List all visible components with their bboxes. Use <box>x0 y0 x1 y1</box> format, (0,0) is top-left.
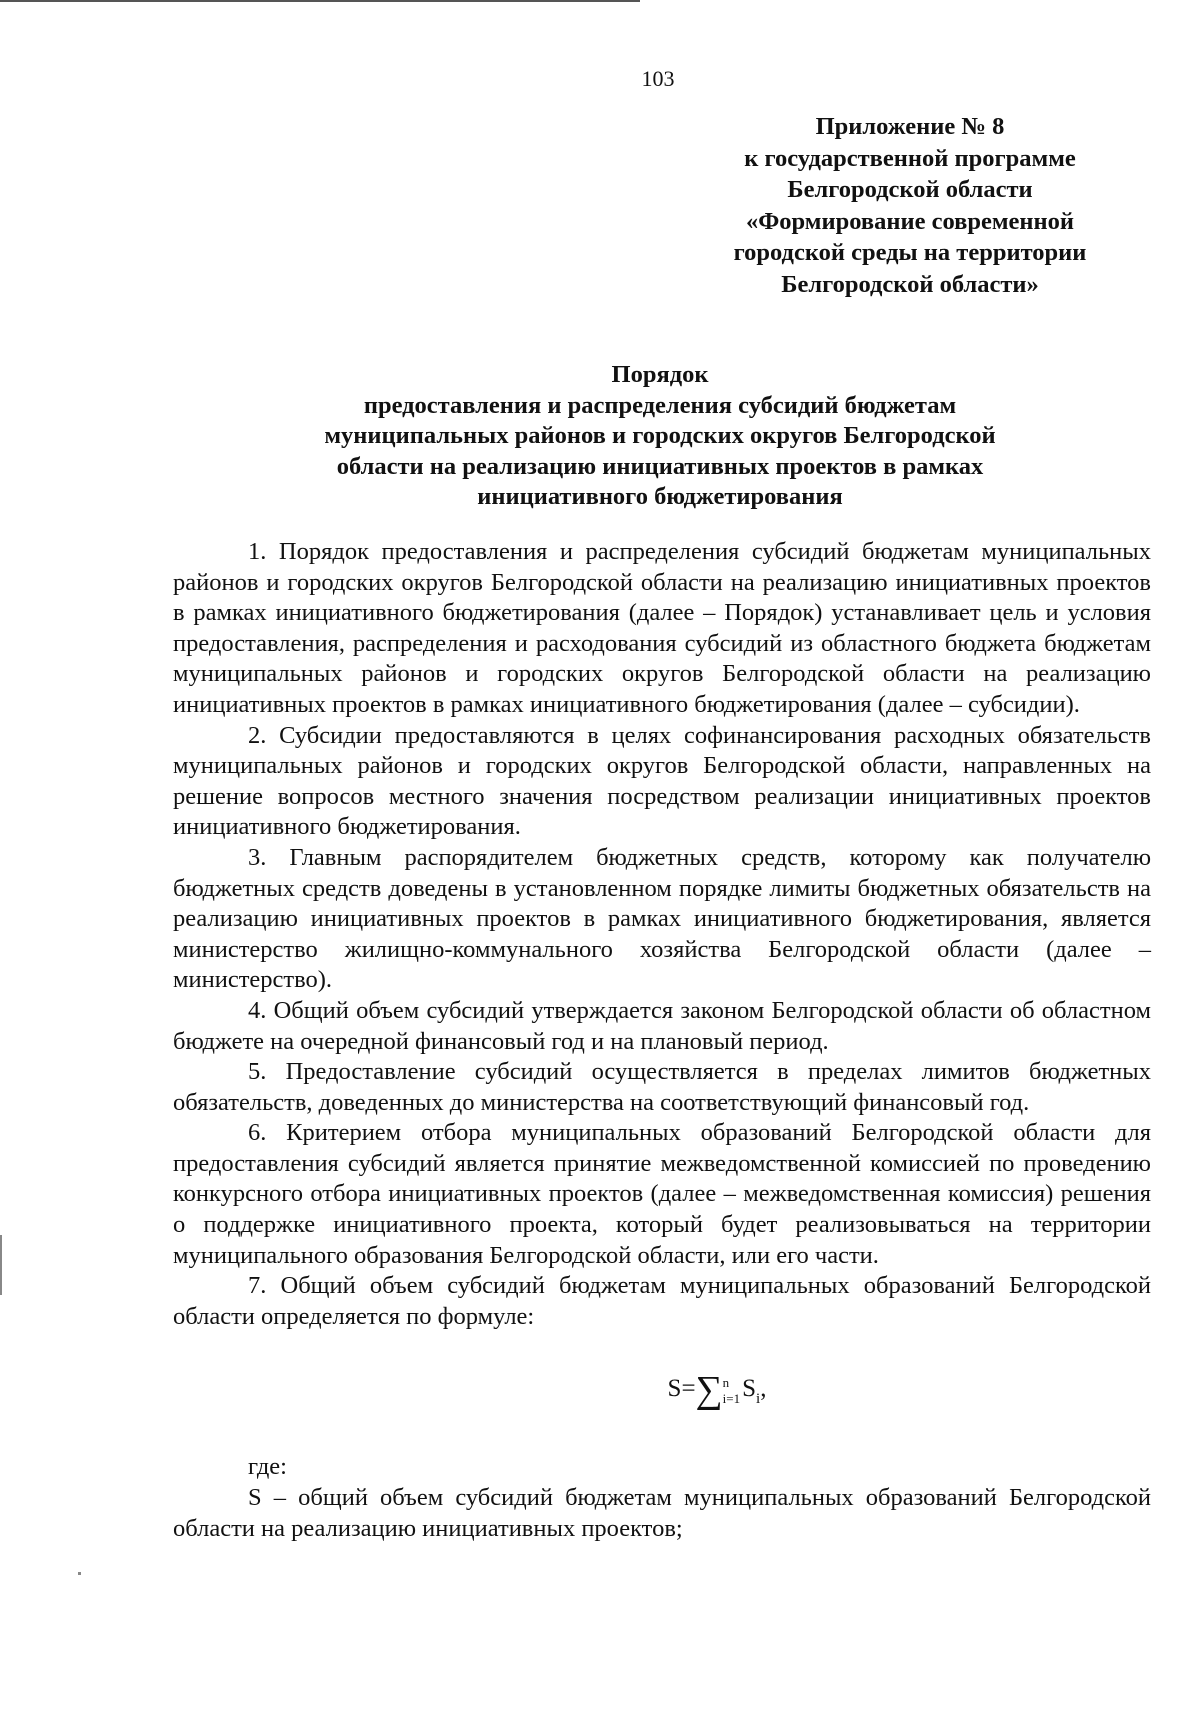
title-line: предоставления и распределения субсидий бюджетам <box>363 391 957 419</box>
document-title <box>175 360 1145 513</box>
formula-lhs: S= <box>667 1375 696 1403</box>
appendix-line: Приложение № 8 <box>815 113 1005 140</box>
appendix-line: городской среды на территории <box>733 239 1087 266</box>
appendix-line: к государственной программе <box>744 144 1076 172</box>
definition-s: S – общий объем субсидий бюджетам муниципальных образований Белгородской области на реализацию инициативных проектов; <box>173 1484 1151 1542</box>
title-line: Порядок <box>611 361 709 388</box>
paragraph-1: 1. Порядок предоставления и распределения субсидий бюджетам муниципальных районов и городских округов Белгородской области на реализацию инициативных проектов в рамках инициативного бюджетирования (далее – Порядок) устанавливает цель и условия предоставления, распределения и расходования субсидий из областного бюджета бюджетам муниципальных районов и городских округов Белгородской области на реализацию инициативных проектов в рамках инициативного бюджетирования (далее – субсидии). <box>173 538 1151 718</box>
sum-lower-limit: i=1 <box>722 1390 741 1406</box>
paragraph-2: 2. Субсидии предоставляются в целях софинансирования расходных обязательств муниципальных районов и городских округов Белгородской области, направленных на решение вопросов местного значения посредством реализации инициативных проектов инициативного бюджетирования. <box>173 721 1151 841</box>
document-body <box>173 537 1151 1544</box>
formula-term: S <box>742 1375 757 1403</box>
page-number: 103 <box>641 66 675 91</box>
paragraph-5: 5. Предоставление субсидий осуществляется в пределах лимитов бюджетных обязательств, доведенных до министерства на соответствующий финансовый год. <box>173 1058 1151 1116</box>
paragraph-7: 7. Общий объем субсидий бюджетам муниципальных образований Белгородской области определяется по формуле: <box>173 1272 1151 1330</box>
sum-formula <box>173 1369 1151 1414</box>
paragraph-4: 4. Общий объем субсидий утверждается законом Белгородской области об областном бюджете на очередной финансовый год и на плановый период. <box>173 996 1151 1055</box>
sum-upper-limit: n <box>722 1374 730 1390</box>
appendix-line: «Формирование современной <box>746 207 1074 235</box>
where-label: где: <box>248 1453 287 1481</box>
appendix-header <box>715 111 1105 300</box>
scan-edge-mark <box>0 1235 2 1295</box>
appendix-line: Белгородской области» <box>781 270 1039 298</box>
title-line: муниципальных районов и городских округов Белгородской <box>324 422 996 449</box>
paragraph-3: 3. Главным распорядителем бюджетных средств, которому как получателю бюджетных средств доведены в установленном порядке лимиты бюджетных обязательств на реализацию инициативных проектов в рамках инициативного бюджетирования, является министерство жилищно-коммунального хозяйства Белгородской области (далее – министерство). <box>173 843 1151 994</box>
title-line: области на реализацию инициативных проектов в рамках <box>336 452 984 480</box>
formula-trailing: , <box>760 1375 767 1403</box>
title-line: инициативного бюджетирования <box>477 483 843 510</box>
sum-limits <box>723 1375 740 1407</box>
scan-dot-mark <box>78 1572 81 1575</box>
appendix-line: Белгородской области <box>787 176 1033 203</box>
scan-top-rule <box>0 0 640 2</box>
sum-symbol: ∑ <box>695 1369 723 1412</box>
paragraph-6: 6. Критерием отбора муниципальных образований Белгородской области для предоставления субсидий является принятие межведомственной комиссией по проведению конкурсного отбора инициативных проектов (далее – межведомственная комиссия) решения о поддержке инициативного проекта, который будет реализовываться на территории муниципального образования Белгородской области, или его части. <box>173 1119 1151 1269</box>
formula-term-index: i <box>756 1391 761 1408</box>
